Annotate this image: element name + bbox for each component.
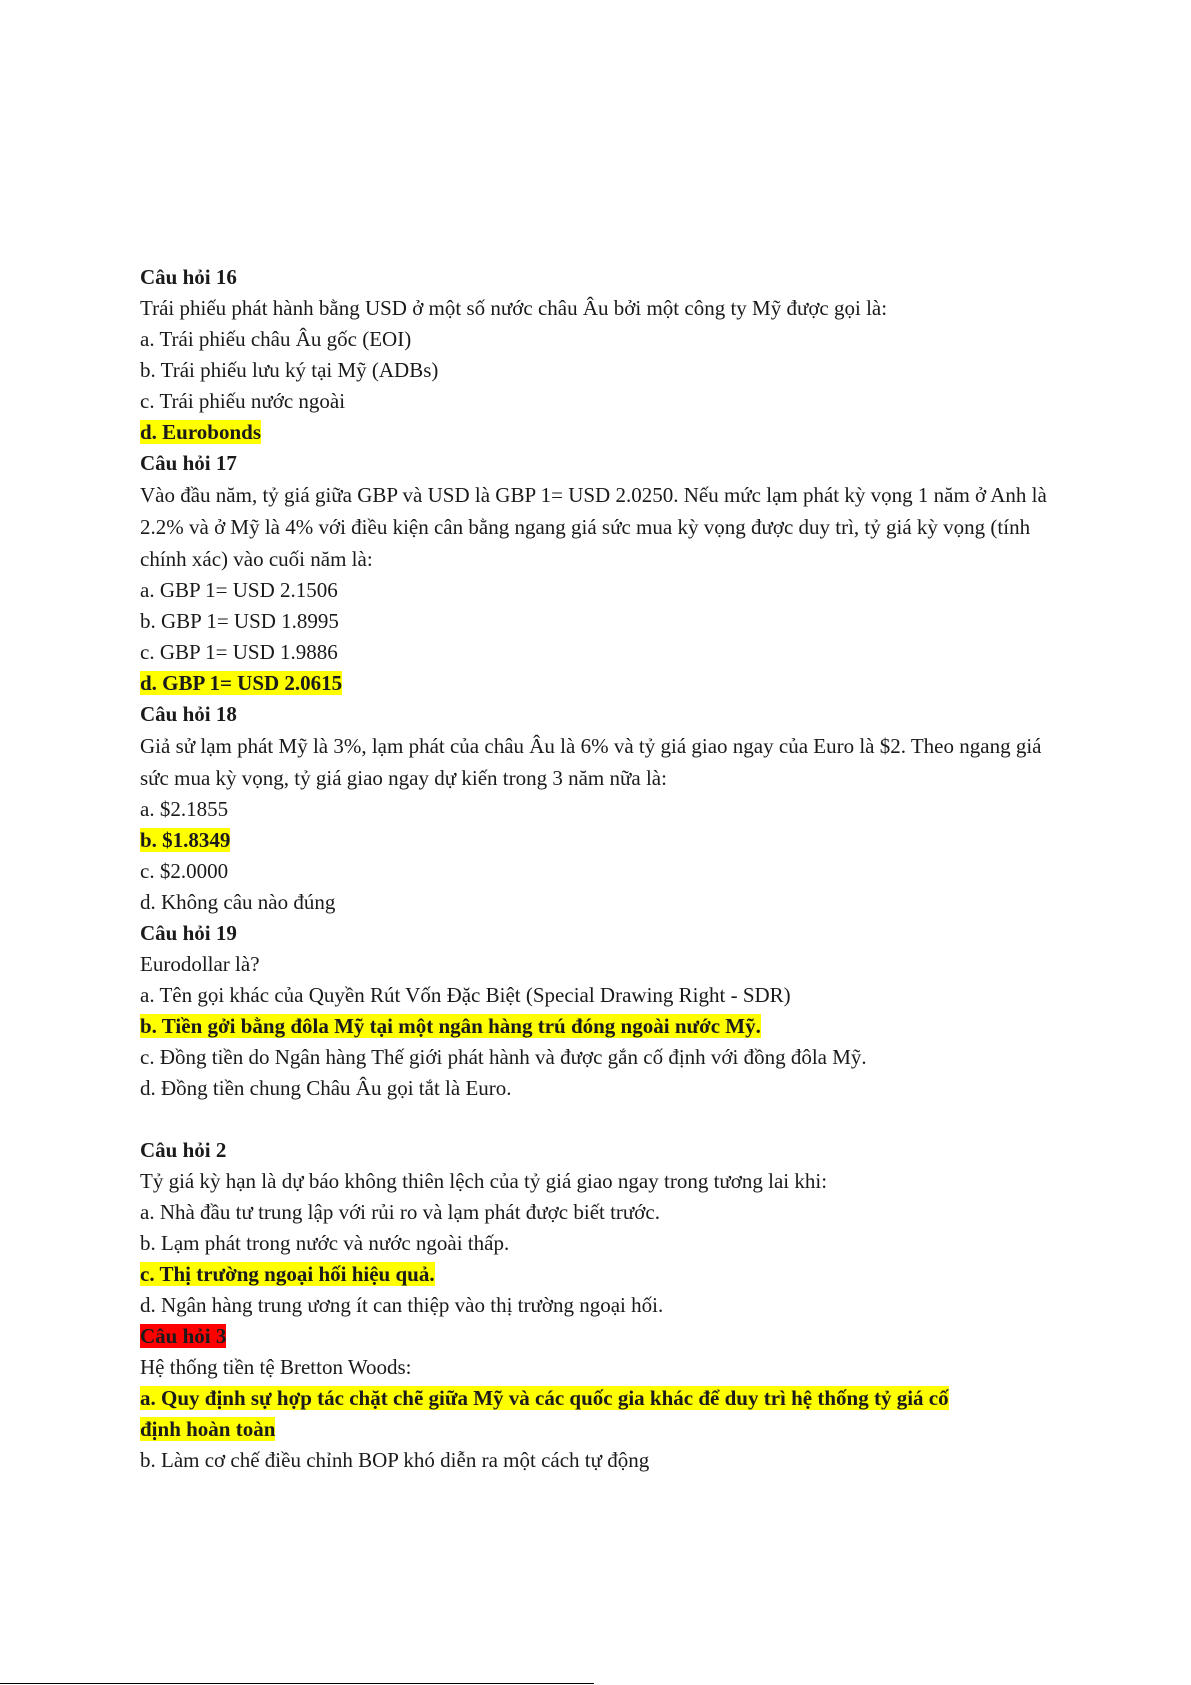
question-title: Câu hỏi 16 — [140, 265, 237, 289]
answer-option-b: b. Trái phiếu lưu ký tại Mỹ (ADBs) — [140, 358, 439, 382]
question-16 — [140, 262, 1060, 448]
answer-option-c: c. Đồng tiền do Ngân hàng Thế giới phát hành và được gắn cố định với đồng đôla Mỹ. — [140, 1045, 867, 1069]
correct-answer-b: b. $1.8349 — [140, 828, 231, 852]
correct-answer-c: c. Thị trường ngoại hối hiệu quả. — [140, 1262, 435, 1286]
question-text: Hệ thống tiền tệ Bretton Woods: — [140, 1355, 412, 1379]
question-text: Tỷ giá kỳ hạn là dự báo không thiên lệch của tỷ giá giao ngay trong tương lai khi: — [140, 1169, 828, 1193]
correct-answer-d: d. GBP 1= USD 2.0615 — [140, 671, 343, 695]
correct-answer-d: d. Eurobonds — [140, 420, 262, 444]
correct-answer-b: b. Tiền gởi bằng đôla Mỹ tại một ngân hàng trú đóng ngoài nước Mỹ. — [140, 1014, 761, 1038]
question-19 — [140, 918, 1060, 1104]
answer-option-b: b. Làm cơ chế điều chỉnh BOP khó diễn ra một cách tự động — [140, 1448, 650, 1472]
correct-answer-a-line-2: định hoàn toàn — [140, 1417, 276, 1441]
answer-option-c: c. $2.0000 — [140, 859, 229, 883]
answer-option-b: b. GBP 1= USD 1.8995 — [140, 609, 339, 633]
question-title: Câu hỏi 18 — [140, 702, 237, 726]
question-text: Eurodollar là? — [140, 952, 260, 976]
answer-option-c: c. GBP 1= USD 1.9886 — [140, 640, 338, 664]
question-3 — [140, 1321, 1060, 1476]
question-18 — [140, 699, 1060, 918]
question-text: Trái phiếu phát hành bằng USD ở một số nước châu Âu bởi một công ty Mỹ được gọi là: — [140, 296, 888, 320]
correct-answer-a-line-1: a. Quy định sự hợp tác chặt chẽ giữa Mỹ và các quốc gia khác để duy trì hệ thống tỷ giá cố — [140, 1386, 949, 1410]
answer-option-a: a. Tên gọi khác của Quyền Rút Vốn Đặc Biệt (Special Drawing Right - SDR) — [140, 983, 791, 1007]
document-body — [140, 262, 1060, 1476]
question-title-flagged: Câu hỏi 3 — [140, 1324, 227, 1348]
question-17 — [140, 448, 1060, 699]
blank-line — [140, 1104, 1060, 1135]
question-text: Giả sử lạm phát Mỹ là 3%, lạm phát của châu Âu là 6% và tỷ giá giao ngay của Euro là $2. Theo ngang giá sức mua kỳ vọng, tỷ giá giao ngay dự kiến trong 3 năm nữa là: — [140, 734, 1042, 790]
answer-option-c: c. Trái phiếu nước ngoài — [140, 389, 346, 413]
answer-option-a: a. Trái phiếu châu Âu gốc (EOI) — [140, 327, 412, 351]
answer-option-d: d. Ngân hàng trung ương ít can thiệp vào thị trường ngoại hối. — [140, 1293, 664, 1317]
question-text: Vào đầu năm, tỷ giá giữa GBP và USD là GBP 1= USD 2.0250. Nếu mức lạm phát kỳ vọng 1 năm ở Anh là 2.2% và ở Mỹ là 4% với điều kiện cân bằng ngang giá sức mua kỳ vọng được duy trì, tỷ giá kỳ vọng (tính chính xác) vào cuối năm là: — [140, 483, 1047, 571]
footer-divider — [0, 1683, 594, 1684]
answer-option-b: b. Lạm phát trong nước và nước ngoài thấp. — [140, 1231, 510, 1255]
answer-option-d: d. Không câu nào đúng — [140, 890, 336, 914]
question-title: Câu hỏi 17 — [140, 451, 237, 475]
question-title: Câu hỏi 19 — [140, 921, 237, 945]
answer-option-a: a. Nhà đầu tư trung lập với rủi ro và lạm phát được biết trước. — [140, 1200, 660, 1224]
question-title: Câu hỏi 2 — [140, 1138, 227, 1162]
answer-option-a: a. $2.1855 — [140, 797, 229, 821]
answer-option-d: d. Đồng tiền chung Châu Âu gọi tắt là Euro. — [140, 1076, 512, 1100]
answer-option-a: a. GBP 1= USD 2.1506 — [140, 578, 338, 602]
question-2 — [140, 1135, 1060, 1321]
